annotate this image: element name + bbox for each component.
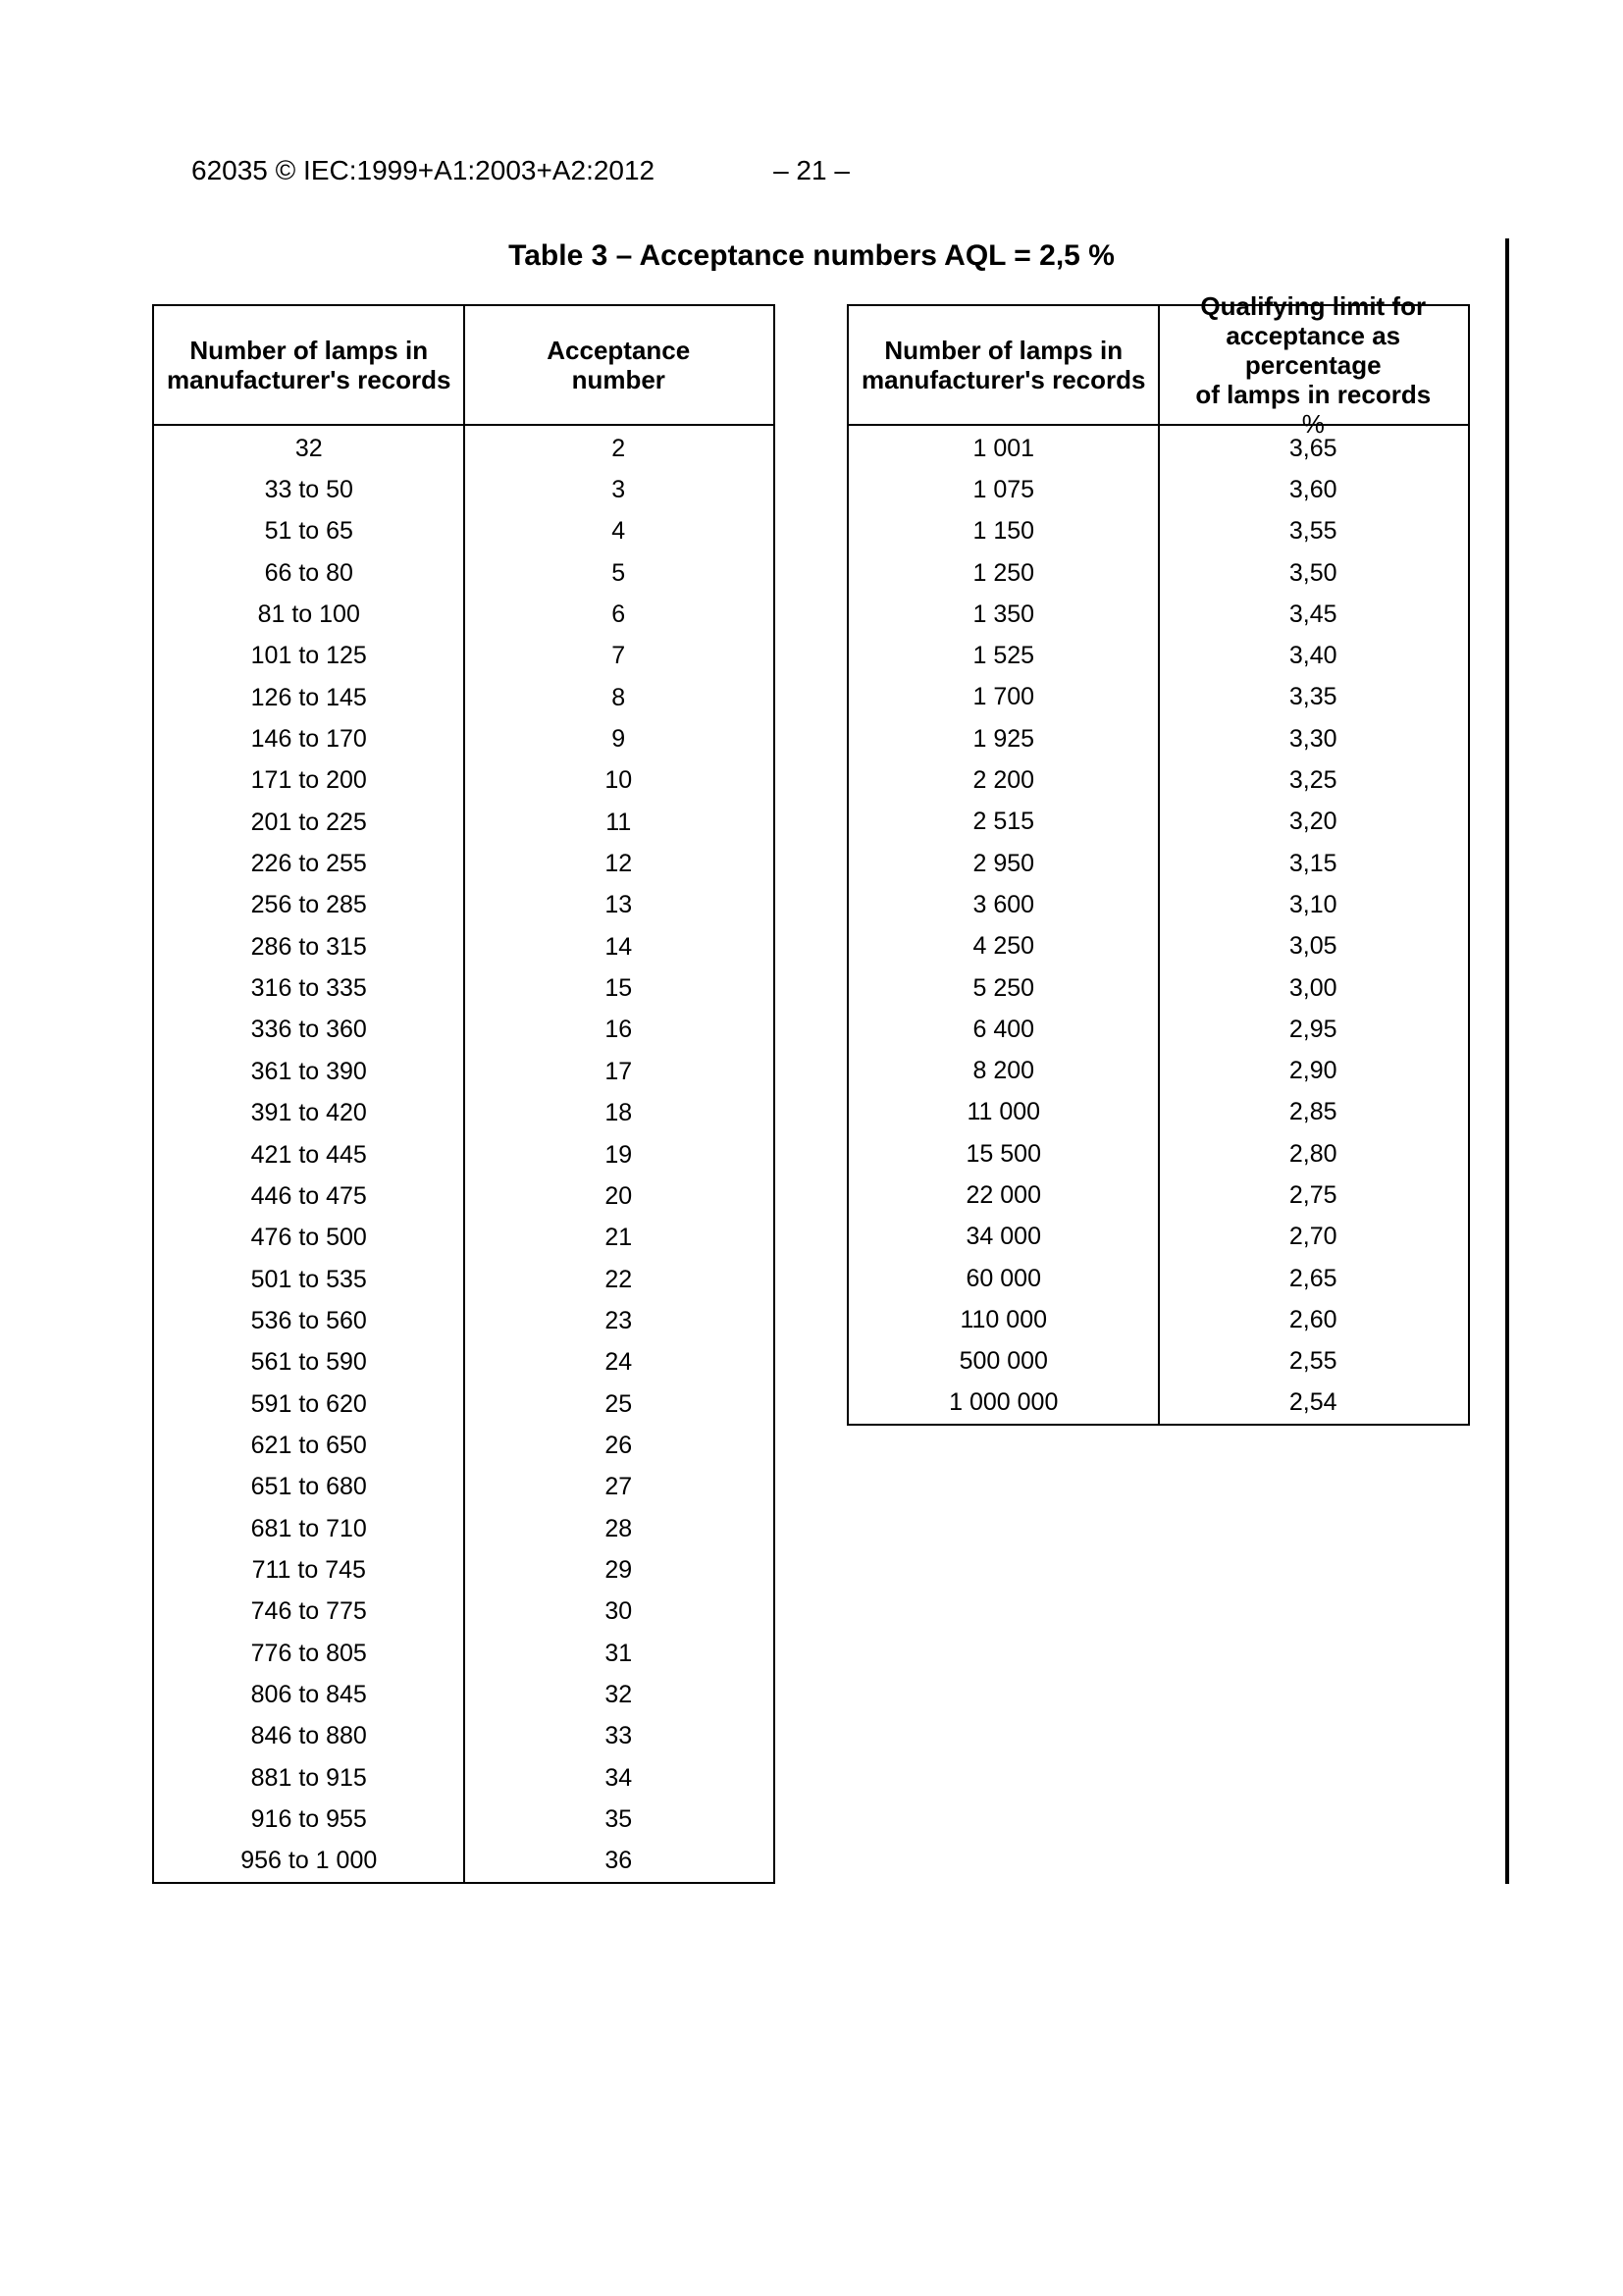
right-table-header-row <box>849 291 1468 439</box>
table-row <box>154 967 773 1009</box>
table-title: Table 3 – Acceptance numbers AQL = 2,5 % <box>508 239 1115 272</box>
table-row <box>154 1010 773 1051</box>
table-cell: 2,54 <box>1288 1388 1337 1417</box>
table-cell: 3,55 <box>1288 517 1337 546</box>
header-line: of lamps in records <box>1195 380 1432 409</box>
table-cell: 9 <box>611 725 626 754</box>
table-cell: 146 to 170 <box>250 725 367 754</box>
table-row <box>154 1218 773 1259</box>
table-cell: 26 <box>604 1431 633 1459</box>
table-cell: 2,90 <box>1288 1057 1337 1085</box>
table-cell: 60 000 <box>966 1264 1041 1292</box>
table-row <box>849 884 1468 925</box>
header-line: Number of lamps in <box>884 336 1124 365</box>
table-row <box>154 594 773 635</box>
table-cell: 746 to 775 <box>250 1597 367 1626</box>
table-row <box>849 843 1468 884</box>
table-row <box>154 511 773 552</box>
table-row <box>154 926 773 967</box>
table-row <box>849 1050 1468 1091</box>
table-cell: 11 000 <box>967 1098 1041 1126</box>
header-unit-percent: % <box>1301 409 1325 439</box>
table-cell: 501 to 535 <box>250 1265 367 1293</box>
table-cell: 4 250 <box>972 932 1035 961</box>
table-cell: 34 <box>604 1763 633 1792</box>
table-cell: 2,60 <box>1288 1305 1337 1333</box>
table-cell: 110 000 <box>960 1305 1047 1333</box>
table-cell: 561 to 590 <box>250 1348 367 1377</box>
table-cell: 25 <box>604 1389 633 1418</box>
table-cell: 361 to 390 <box>250 1057 367 1085</box>
table-row <box>154 1425 773 1466</box>
table-cell: 21 <box>604 1224 633 1252</box>
table-cell: 32 <box>604 1680 633 1708</box>
table-row <box>849 967 1468 1009</box>
table-row <box>154 1175 773 1217</box>
table-cell: 7 <box>611 642 626 670</box>
header-lamps-in-records <box>849 306 1159 424</box>
table-cell: 3,45 <box>1288 600 1337 628</box>
table-cell: 11 <box>605 808 632 836</box>
table-cell: 15 500 <box>966 1139 1041 1168</box>
table-row <box>154 1383 773 1425</box>
table-cell: 3,00 <box>1288 973 1337 1002</box>
header-line: manufacturer's records <box>167 365 451 394</box>
table-row <box>154 1467 773 1508</box>
table-cell: 286 to 315 <box>250 932 367 961</box>
table-cell: 2,85 <box>1288 1098 1337 1126</box>
table-cell: 1 525 <box>972 642 1035 670</box>
table-cell: 5 250 <box>972 973 1035 1002</box>
table-row <box>849 759 1468 801</box>
table-row <box>849 1383 1468 1424</box>
table-row <box>154 843 773 884</box>
table-cell: 34 000 <box>966 1223 1041 1251</box>
table-cell: 2,55 <box>1288 1347 1337 1376</box>
table-row <box>849 511 1468 552</box>
table-row <box>154 428 773 469</box>
table-cell: 23 <box>604 1306 633 1334</box>
table-row <box>849 1174 1468 1216</box>
left-table-body <box>154 428 773 1882</box>
table-row <box>849 1299 1468 1340</box>
table-row <box>154 677 773 718</box>
table-cell: 8 <box>611 683 626 711</box>
table-row <box>849 428 1468 469</box>
table-row <box>154 1799 773 1840</box>
table-row <box>154 1841 773 1882</box>
header-line: manufacturer's records <box>862 365 1146 394</box>
table-cell: 14 <box>604 932 633 961</box>
table-row <box>154 1508 773 1549</box>
table-cell: 1 350 <box>972 600 1035 628</box>
table-row <box>154 1134 773 1175</box>
table-cell: 2,80 <box>1288 1139 1337 1168</box>
table-cell: 1 925 <box>972 724 1035 753</box>
table-cell: 15 <box>604 974 633 1003</box>
table-row <box>849 1341 1468 1383</box>
table-cell: 1 075 <box>972 475 1035 503</box>
table-cell: 3,30 <box>1288 724 1337 753</box>
table-cell: 1 150 <box>972 517 1035 546</box>
table-row <box>154 1674 773 1715</box>
table-cell: 20 <box>604 1181 633 1210</box>
table-cell: 2 200 <box>972 766 1035 795</box>
table-row <box>154 1300 773 1341</box>
table-cell: 22 000 <box>966 1180 1041 1209</box>
table-cell: 711 to 745 <box>251 1555 366 1584</box>
table-cell: 806 to 845 <box>250 1680 367 1708</box>
table-row <box>849 594 1468 635</box>
header-line: Qualifying limit for <box>1200 291 1427 321</box>
table-cell: 6 400 <box>972 1015 1035 1043</box>
table-cell: 36 <box>604 1847 633 1875</box>
table-row <box>154 718 773 759</box>
table-cell: 226 to 255 <box>250 850 367 878</box>
table-cell: 336 to 360 <box>250 1016 367 1044</box>
table-cell: 24 <box>604 1348 633 1377</box>
table-cell: 16 <box>604 1016 633 1044</box>
table-cell: 30 <box>604 1597 633 1626</box>
table-row <box>849 1217 1468 1258</box>
table-row <box>154 885 773 926</box>
left-table-header-row <box>154 306 773 426</box>
table-cell: 33 to 50 <box>264 476 353 504</box>
page-number: – 21 – <box>773 155 850 185</box>
table-cell: 3,60 <box>1288 475 1337 503</box>
table-cell: 6 <box>611 600 626 629</box>
header-line: Number of lamps in <box>189 336 429 365</box>
table-cell: 476 to 500 <box>250 1224 367 1252</box>
table-cell: 126 to 145 <box>250 683 367 711</box>
table-row <box>154 802 773 843</box>
table-row <box>849 1009 1468 1050</box>
table-cell: 3,20 <box>1288 808 1337 836</box>
table-cell: 536 to 560 <box>250 1306 367 1334</box>
table-row <box>849 718 1468 759</box>
table-cell: 22 <box>604 1265 633 1293</box>
table-cell: 3,15 <box>1288 849 1337 877</box>
table-cell: 1 001 <box>972 434 1035 462</box>
table-cell: 2 <box>611 434 626 462</box>
table-cell: 956 to 1 000 <box>240 1847 378 1875</box>
table-cell: 651 to 680 <box>250 1473 367 1501</box>
table-row <box>849 677 1468 718</box>
header-line: acceptance as percentage <box>1226 321 1401 380</box>
table-row <box>154 1549 773 1591</box>
table-cell: 81 to 100 <box>257 600 360 629</box>
table-cell: 8 200 <box>972 1057 1035 1085</box>
table-cell: 846 to 880 <box>250 1722 367 1750</box>
table-cell: 256 to 285 <box>250 891 367 919</box>
table-cell: 33 <box>604 1722 633 1750</box>
table-row <box>154 1757 773 1799</box>
table-cell: 35 <box>604 1805 633 1834</box>
table-cell: 1 250 <box>972 558 1035 587</box>
page-header <box>0 155 1623 188</box>
table-cell: 1 000 000 <box>949 1388 1059 1417</box>
table-cell: 28 <box>604 1514 633 1542</box>
table-cell: 2 515 <box>972 808 1035 836</box>
table-cell: 51 to 65 <box>264 517 353 546</box>
table-cell: 916 to 955 <box>250 1805 367 1834</box>
header-qualifying-limit <box>1159 291 1469 439</box>
table-row <box>154 1093 773 1134</box>
table-cell: 3,25 <box>1288 766 1337 795</box>
table-cell: 500 000 <box>959 1347 1048 1376</box>
table-cell: 2 950 <box>972 849 1035 877</box>
table-row <box>154 1592 773 1633</box>
table-row <box>154 636 773 677</box>
revision-change-bar <box>1505 238 1509 1884</box>
table-cell: 31 <box>604 1639 633 1667</box>
table-cell: 3,10 <box>1288 890 1337 918</box>
table-cell: 5 <box>611 558 626 587</box>
table-cell: 316 to 335 <box>250 974 367 1003</box>
table-cell: 13 <box>604 891 633 919</box>
table-row <box>154 1259 773 1300</box>
table-row <box>154 1051 773 1092</box>
table-cell: 29 <box>604 1555 633 1584</box>
header-lamps-in-records <box>154 306 464 424</box>
table-row <box>849 635 1468 676</box>
table-cell: 32 <box>294 434 323 462</box>
table-row <box>849 469 1468 510</box>
header-line: Acceptance <box>547 336 691 365</box>
table-cell: 591 to 620 <box>250 1389 367 1418</box>
document-id: 62035 © IEC:1999+A1:2003+A2:2012 <box>191 155 655 185</box>
table-cell: 27 <box>604 1473 633 1501</box>
table-row <box>849 802 1468 843</box>
table-cell: 421 to 445 <box>250 1140 367 1169</box>
table-row <box>154 1342 773 1383</box>
table-row <box>154 1716 773 1757</box>
table-row <box>849 552 1468 594</box>
table-cell: 4 <box>611 517 626 546</box>
table-row <box>849 926 1468 967</box>
table-cell: 621 to 650 <box>250 1431 367 1459</box>
table-cell: 171 to 200 <box>250 766 367 795</box>
right-table-body <box>849 428 1468 1424</box>
table-cell: 201 to 225 <box>250 808 367 836</box>
table-cell: 17 <box>604 1057 633 1085</box>
table-row <box>849 1133 1468 1174</box>
table-cell: 3,35 <box>1288 683 1337 711</box>
header-line: number <box>571 365 665 394</box>
table-cell: 12 <box>604 850 633 878</box>
table-row <box>849 1258 1468 1299</box>
table-cell: 19 <box>604 1140 633 1169</box>
table-cell: 2,65 <box>1288 1264 1337 1292</box>
table-row <box>154 1633 773 1674</box>
table-cell: 681 to 710 <box>250 1514 367 1542</box>
table-cell: 3 600 <box>972 890 1035 918</box>
table-cell: 2,95 <box>1288 1015 1337 1043</box>
table-row <box>849 1092 1468 1133</box>
table-cell: 101 to 125 <box>250 642 367 670</box>
table-cell: 3,05 <box>1288 932 1337 961</box>
table-row <box>154 552 773 594</box>
table-cell: 3,50 <box>1288 558 1337 587</box>
table-row <box>154 760 773 802</box>
table-cell: 10 <box>604 766 633 795</box>
table-cell: 3,40 <box>1288 642 1337 670</box>
qualifying-limit-table <box>847 291 1470 1426</box>
table-cell: 3,65 <box>1288 434 1337 462</box>
header-acceptance-number <box>464 306 774 424</box>
table-cell: 1 700 <box>972 683 1035 711</box>
table-cell: 2,75 <box>1288 1180 1337 1209</box>
table-cell: 18 <box>604 1099 633 1127</box>
table-cell: 66 to 80 <box>264 558 353 587</box>
table-cell: 2,70 <box>1288 1223 1337 1251</box>
table-cell: 3 <box>611 476 626 504</box>
acceptance-numbers-table <box>152 304 775 1884</box>
table-row <box>154 469 773 510</box>
table-cell: 446 to 475 <box>250 1181 367 1210</box>
table-cell: 776 to 805 <box>250 1639 367 1667</box>
table-cell: 881 to 915 <box>250 1763 367 1792</box>
table-cell: 391 to 420 <box>250 1099 367 1127</box>
